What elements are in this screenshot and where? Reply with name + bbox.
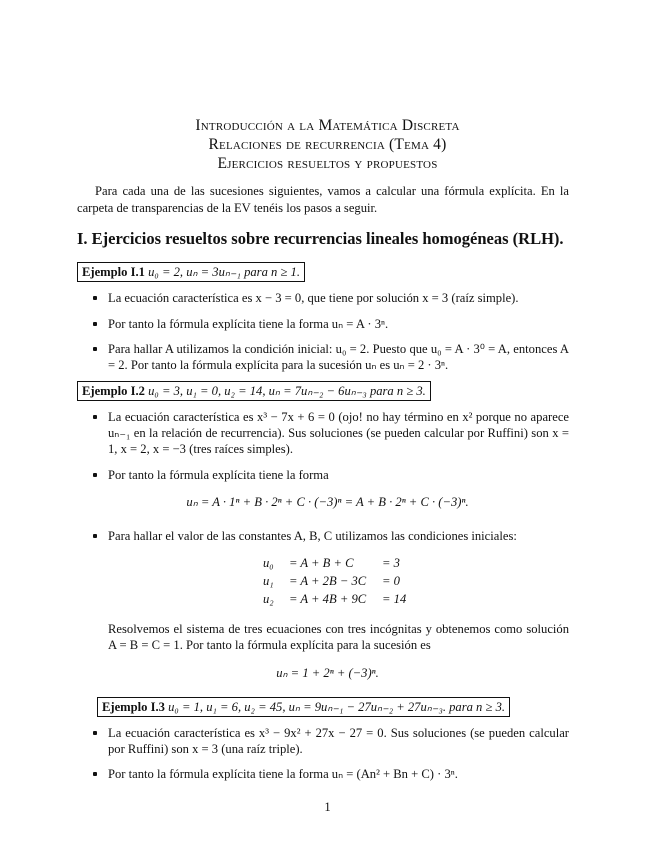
example-1-box bbox=[77, 262, 305, 282]
bullet-dot bbox=[93, 772, 97, 776]
example-1-statement: u₀ = 2, uₙ = 3uₙ₋₁ para n ≥ 1. bbox=[148, 265, 300, 279]
example-3-statement: u₀ = 1, u₁ = 6, u₂ = 45, uₙ = 9uₙ₋₁ − 27uₙ₋₂ + 27uₙ₋₃. para n ≥ 3. bbox=[168, 700, 506, 714]
example-1-bullet-3: Para hallar A utilizamos la condición inicial: u₀ = 2. Puesto que u₀ = A · 3⁰ = A, entonces A = 2. Por tanto la fórmula explícita para la sucesión uₙ es uₙ = 2 · 3ⁿ. bbox=[95, 341, 569, 373]
example-2-bullet-1: La ecuación característica es x³ − 7x + 6 = 0 (ojo! no hay término en x² porque no aparece uₙ₋₁ en la relación de recurrencia). Sus soluciones (se pueden calcular por Ruffini) son x = 1, x = 2, x = −3 (tres raíces simples). bbox=[95, 409, 569, 457]
example-3-box bbox=[97, 697, 510, 717]
title-line-1: Introducción a la Matemática Discreta bbox=[195, 117, 460, 134]
intro-paragraph: Para cada una de las sucesiones siguientes, vamos a calcular una fórmula explícita. En la carpeta de transparencias de la EV tenéis los pasos a seguir. bbox=[77, 184, 569, 215]
example-1-bullet-2: Por tanto la fórmula explícita tiene la forma uₙ = A · 3ⁿ. bbox=[95, 316, 569, 332]
example-2-label: Ejemplo I.2 bbox=[82, 384, 145, 398]
example-2-statement: u₀ = 3, u₁ = 0, u₂ = 14, uₙ = 7uₙ₋₂ − 6uₙ₋₃ para n ≥ 3. bbox=[148, 384, 426, 398]
example-2-final-formula: uₙ = 1 + 2ⁿ + (−3)ⁿ. bbox=[276, 666, 379, 680]
example-1-label: Ejemplo I.1 bbox=[82, 265, 145, 279]
example-2-bullet-2: Por tanto la fórmula explícita tiene la forma bbox=[95, 467, 569, 483]
title-line-3: Ejercicios resueltos y propuestos bbox=[217, 155, 438, 172]
example-3-bullet-2: Por tanto la fórmula explícita tiene la forma uₙ = (An² + Bn + C) · 3ⁿ. bbox=[95, 766, 569, 782]
example-2-formula: uₙ = A · 1ⁿ + B · 2ⁿ + C · (−3)ⁿ = A + B · 2ⁿ + C · (−3)ⁿ. bbox=[186, 495, 469, 509]
bullet-dot bbox=[93, 731, 97, 735]
bullet-dot bbox=[93, 534, 97, 538]
example-2-bullet-3: Para hallar el valor de las constantes A, B, C utilizamos las condiciones iniciales: bbox=[95, 528, 569, 544]
bullet-dot bbox=[93, 415, 97, 419]
document-page: Introducción a la Matemática Discreta Relaciones de recurrencia (Tema 4) Ejercicios resueltos y propuestos Para cada una de las sucesiones siguientes, vamos a calcular una fórmula explícita. En la carpeta de transparencias de la EV tenéis los pasos a seguir. I. Ejercicios resueltos sobre recurrencias lineales homogéneas (RLH). Ejemplo I.1 u₀ = 2, uₙ = 3uₙ₋₁ para n ≥ 1. La ecuación característica es x − 3 = 0, que tiene por solución x = 3 (raíz simple). Por tanto la fórmula explícita tiene la forma uₙ = A · 3ⁿ. Para hallar A utilizamos la condición inicial: u₀ = 2. Puesto que u₀ = A · 3⁰ = A, entonces A = 2. Por tanto la fórmula explícita para la sucesión uₙ es uₙ = 2 · 3ⁿ. Ejemplo I.2 u₀ = 3, u₁ = 0, u₂ = 14, uₙ = 7uₙ₋₂ − 6uₙ₋₃ para n ≥ 3. La ecuación característica es x³ − 7x + 6 = 0 (ojo! no hay término en x² porque no aparece uₙ₋₁ en la relación de recurrencia). Sus soluciones (se pueden calcular por Ruffini) son x = 1, x = 2, x = −3 (tres raíces simples). Por tanto la fórmula explícita tiene la forma uₙ = A · 1ⁿ + B · 2ⁿ + C · (−3)ⁿ = A + B · 2ⁿ + C · (−3)ⁿ. Para hallar el valor de las constantes A, B, C utilizamos las condiciones iniciales: u₀ = A + B + C = 3 u₁ = A + 2B − 3C = 0 u₂ = A + 4B + 9C = 14 Resolvemos el sistema de tres ecuaciones con tres incógnitas y obtenemos como solución A = B = C = 1. Por tanto la fórmula explícita para la sucesión es uₙ = 1 + 2ⁿ + (−3)ⁿ. Ejemplo I.3 u₀ = 1, u₁ = 6, u₂ = 45, uₙ = 9uₙ₋₁ − 27uₙ₋₂ + 27uₙ₋₃. para n ≥ 3. La ecuación característica es x³ − 9x² + 27x − 27 = 0. Sus soluciones (se pueden calcular por Ruffini) son x = 3 (una raíz triple). Por tanto la fórmula explícita tiene la forma uₙ = (An² + Bn + C) · 3ⁿ. 1 bbox=[0, 0, 655, 848]
example-3-bullet-1: La ecuación característica es x³ − 9x² + 27x − 27 = 0. Sus soluciones (se pueden calcular por Ruffini) son x = 3 (una raíz triple). bbox=[95, 725, 569, 757]
document-title bbox=[0, 116, 655, 173]
title-line-2: Relaciones de recurrencia (Tema 4) bbox=[208, 136, 447, 153]
bullet-dot bbox=[93, 347, 97, 351]
section-heading: I. Ejercicios resueltos sobre recurrencias lineales homogéneas (RLH). bbox=[77, 229, 564, 248]
page-number: 1 bbox=[324, 800, 331, 814]
example-2-box bbox=[77, 381, 431, 401]
bullet-dot bbox=[93, 322, 97, 326]
bullet-dot bbox=[93, 473, 97, 477]
example-3-label: Ejemplo I.3 bbox=[102, 700, 165, 714]
example-1-bullet-1: La ecuación característica es x − 3 = 0, que tiene por solución x = 3 (raíz simple). bbox=[95, 290, 569, 306]
bullet-dot bbox=[93, 296, 97, 300]
resolution-paragraph: Resolvemos el sistema de tres ecuaciones con tres incógnitas y obtenemos como solución A = B = C = 1. Por tanto la fórmula explícita para la sucesión es bbox=[108, 622, 569, 652]
